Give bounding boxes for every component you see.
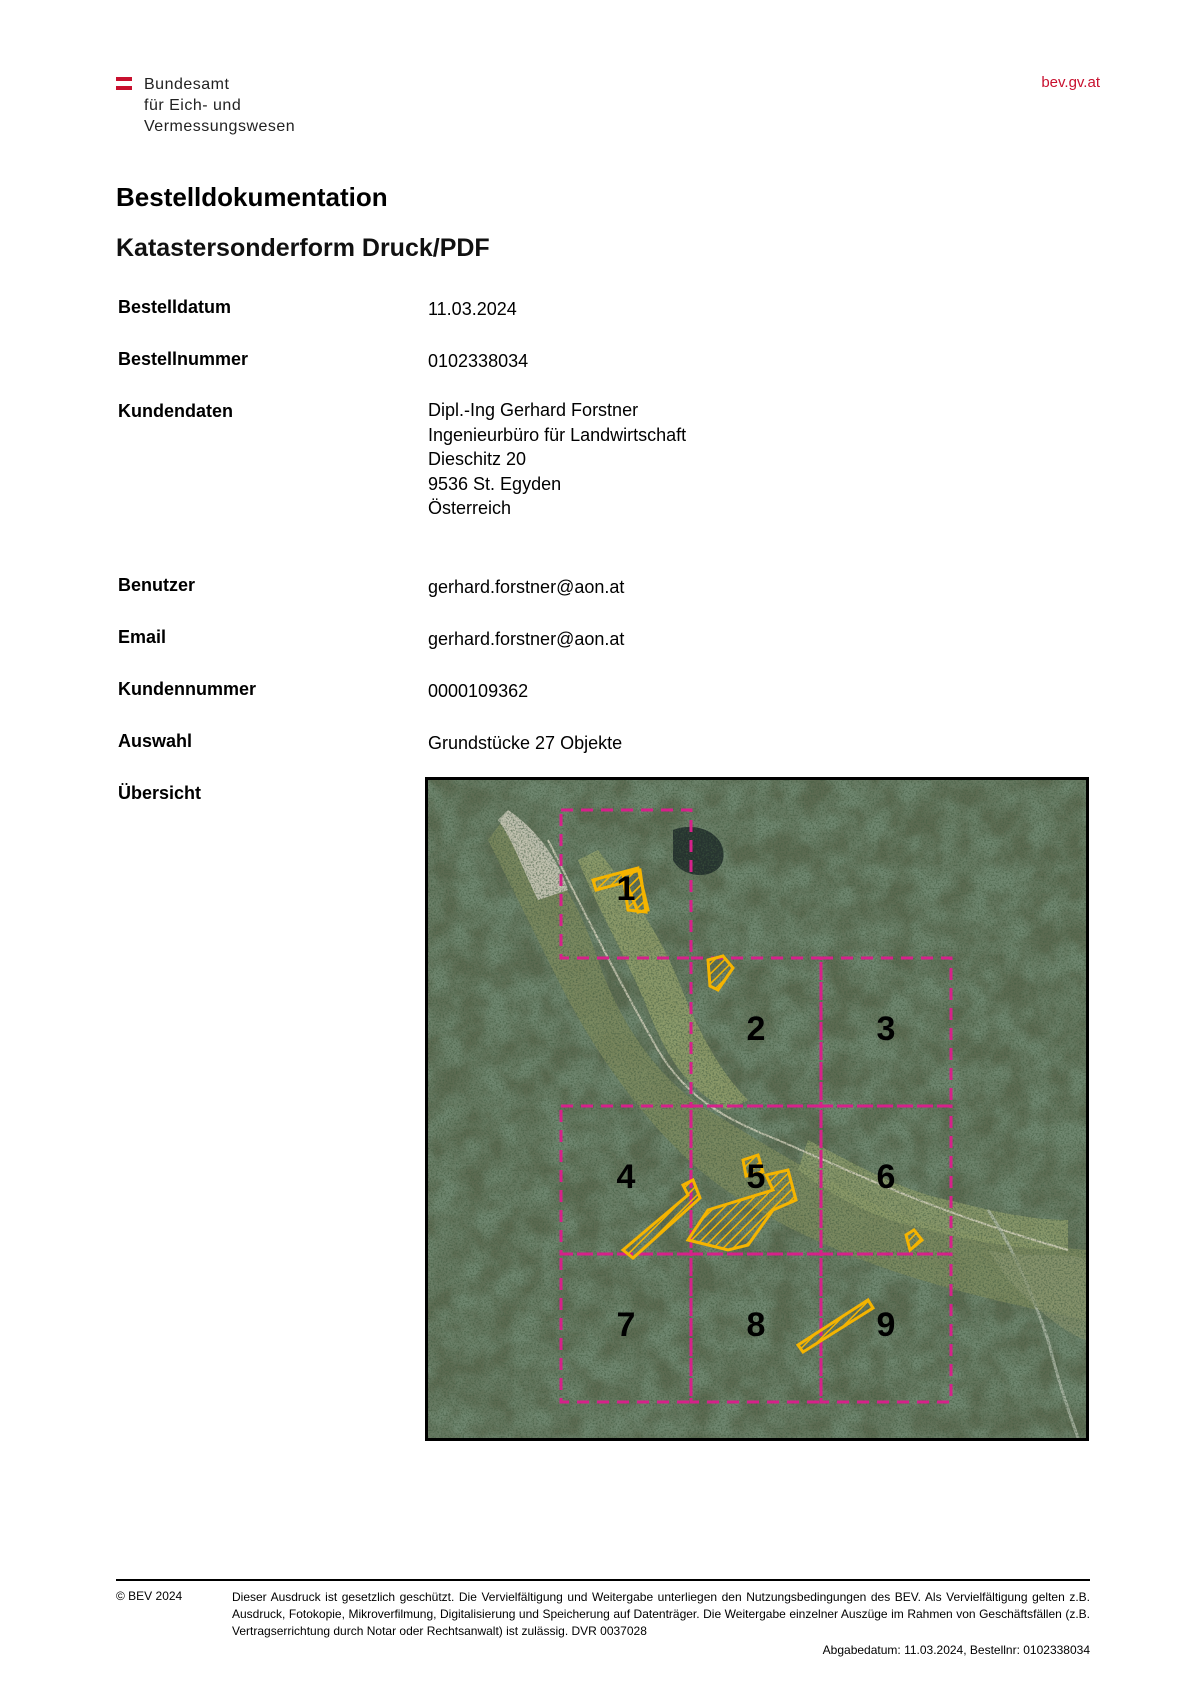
sheet-number-7: 7 bbox=[616, 1306, 636, 1344]
value-benutzer: gerhard.forstner@aon.at bbox=[428, 577, 625, 597]
sheet-number-2: 2 bbox=[746, 1010, 766, 1048]
value-kundennummer: 0000109362 bbox=[428, 681, 529, 701]
sheet-number-9: 9 bbox=[876, 1306, 896, 1344]
label-kundennummer: Kundennummer bbox=[118, 679, 257, 699]
address-line: Dieschitz 20 bbox=[428, 449, 527, 469]
label-uebersicht: Übersicht bbox=[118, 783, 202, 803]
address-line: Österreich bbox=[428, 498, 512, 518]
footer-divider bbox=[116, 1579, 1090, 1581]
logo-line: für Eich- und bbox=[144, 97, 242, 114]
sheet-number-3: 3 bbox=[876, 1010, 896, 1048]
sheet-number-8: 8 bbox=[746, 1306, 766, 1344]
logo-line: Bundesamt bbox=[144, 76, 230, 93]
label-auswahl: Auswahl bbox=[118, 731, 193, 751]
logo-text bbox=[144, 74, 295, 137]
footer-handover-info: Abgabedatum: 11.03.2024, Bestellnr: 0102338034 bbox=[822, 1643, 1090, 1657]
document-title: Bestelldokumentation bbox=[116, 182, 388, 212]
label-email: Email bbox=[118, 627, 167, 647]
address-line: Ingenieurbüro für Landwirtschaft bbox=[428, 424, 687, 445]
footer-legal-notice: Dieser Ausdruck ist gesetzlich geschützt. Die Vervielfältigung und Weitergabe unterliegen den Nutzungsbedingungen des BEV. Als Vervielfältigung gelten z.B. Ausdruck, Fotokopie, Mikroverfilmung, Digitalisierung und Speicherung auf Datenträger. Die Weitergabe einzelner Auszüge im Rahmen von Geschäftsfällen (z.B. Vertragserrichtung durch Notar oder Rechtsanwalt) ist zulässig. DVR 0037028 bbox=[232, 1590, 1090, 1638]
value-email: gerhard.forstner@aon.at bbox=[428, 629, 625, 649]
austria-flag-icon bbox=[116, 77, 132, 90]
page-header bbox=[110, 60, 1110, 150]
sheet-number-5: 5 bbox=[746, 1158, 766, 1196]
address-line: Dipl.-Ing Gerhard Forstner bbox=[428, 400, 639, 420]
site-link[interactable]: bev.gv.at bbox=[1041, 74, 1100, 91]
value-bestelldatum: 11.03.2024 bbox=[428, 299, 517, 319]
value-auswahl: Grundstücke 27 Objekte bbox=[428, 733, 623, 753]
sheet-number-6: 6 bbox=[876, 1158, 896, 1196]
document-subtitle: Katastersonderform Druck/PDF bbox=[116, 234, 490, 262]
label-bestelldatum: Bestelldatum bbox=[118, 297, 232, 317]
footer-copyright: © BEV 2024 bbox=[116, 1589, 183, 1603]
value-bestellnummer: 0102338034 bbox=[428, 351, 529, 371]
label-benutzer: Benutzer bbox=[118, 575, 196, 595]
map-svg bbox=[428, 780, 1086, 1438]
logo-line: Vermessungswesen bbox=[144, 118, 296, 135]
value-kundendaten bbox=[428, 398, 686, 521]
overview-map bbox=[425, 777, 1089, 1441]
label-kundendaten: Kundendaten bbox=[118, 401, 233, 421]
label-bestellnummer: Bestellnummer bbox=[118, 349, 249, 369]
sheet-number-1: 1 bbox=[616, 870, 636, 908]
sheet-number-4: 4 bbox=[616, 1158, 636, 1196]
address-line: 9536 St. Egyden bbox=[428, 473, 562, 494]
